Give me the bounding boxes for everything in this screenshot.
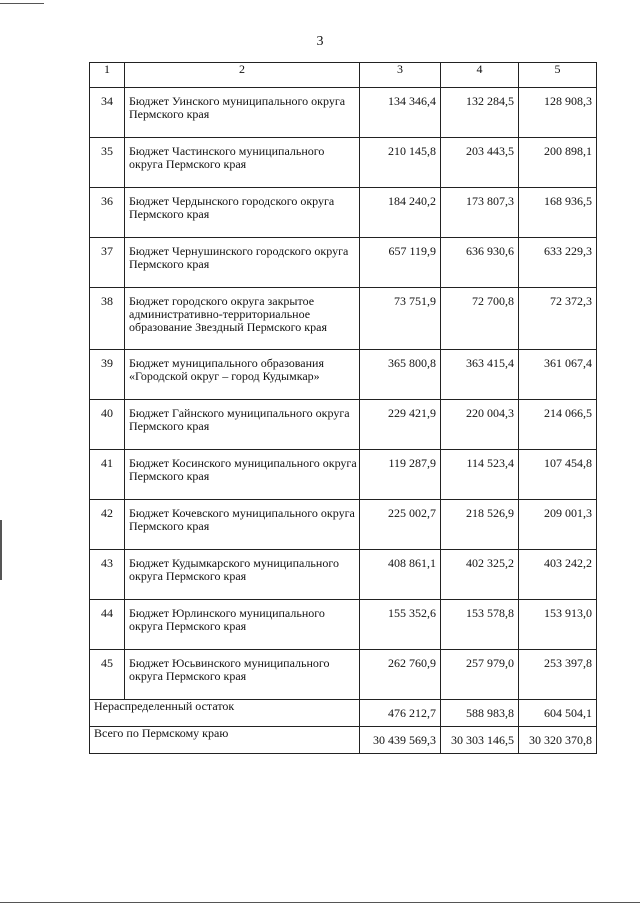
scan-edge-mark — [0, 520, 2, 580]
total-row — [90, 727, 597, 754]
value-col3: 73 751,9 — [360, 288, 441, 350]
row-number: 37 — [90, 238, 125, 288]
value-col5: 72 372,3 — [519, 288, 597, 350]
column-header: 5 — [519, 63, 597, 88]
value-col3: 657 119,9 — [360, 238, 441, 288]
budget-name: Бюджет городского округа закрытое административно-территориальное образование Звездный Пермского края — [125, 288, 360, 350]
value-col5: 361 067,4 — [519, 350, 597, 400]
value-col3: 155 352,6 — [360, 600, 441, 650]
value-col4: 402 325,2 — [441, 550, 519, 600]
budget-name: Бюджет Чернушинского городского округа Пермского края — [125, 238, 360, 288]
table-row — [90, 238, 597, 288]
value-col3: 476 212,7 — [360, 700, 441, 727]
row-number: 42 — [90, 500, 125, 550]
table-row — [90, 600, 597, 650]
column-header: 2 — [125, 63, 360, 88]
row-number: 38 — [90, 288, 125, 350]
value-col5: 604 504,1 — [519, 700, 597, 727]
table-row — [90, 450, 597, 500]
row-number: 39 — [90, 350, 125, 400]
row-number: 41 — [90, 450, 125, 500]
value-col5: 214 066,5 — [519, 400, 597, 450]
page-number: 3 — [316, 34, 324, 49]
total-label: Всего по Пермскому краю — [90, 727, 360, 754]
value-col5: 209 001,3 — [519, 500, 597, 550]
table-row — [90, 400, 597, 450]
value-col4: 173 807,3 — [441, 188, 519, 238]
value-col3: 262 760,9 — [360, 650, 441, 700]
budget-table — [89, 62, 597, 754]
value-col3: 184 240,2 — [360, 188, 441, 238]
row-number: 40 — [90, 400, 125, 450]
value-col5: 633 229,3 — [519, 238, 597, 288]
table-row — [90, 350, 597, 400]
column-header: 4 — [441, 63, 519, 88]
value-col4: 203 443,5 — [441, 138, 519, 188]
value-col3: 210 145,8 — [360, 138, 441, 188]
budget-name: Бюджет Кудымкарского муниципального округа Пермского края — [125, 550, 360, 600]
value-col5: 253 397,8 — [519, 650, 597, 700]
value-col5: 153 913,0 — [519, 600, 597, 650]
row-number: 43 — [90, 550, 125, 600]
budget-name: Бюджет Уинского муниципального округа Пермского края — [125, 88, 360, 138]
value-col5: 200 898,1 — [519, 138, 597, 188]
value-col4: 220 004,3 — [441, 400, 519, 450]
value-col3: 134 346,4 — [360, 88, 441, 138]
scan-edge-mark — [0, 3, 44, 4]
budget-name: Бюджет Кочевского муниципального округа Пермского края — [125, 500, 360, 550]
value-col5: 168 936,5 — [519, 188, 597, 238]
table-row — [90, 650, 597, 700]
row-number: 45 — [90, 650, 125, 700]
value-col4: 30 303 146,5 — [441, 727, 519, 754]
value-col4: 218 526,9 — [441, 500, 519, 550]
row-number: 35 — [90, 138, 125, 188]
row-number: 34 — [90, 88, 125, 138]
value-col5: 403 242,2 — [519, 550, 597, 600]
value-col4: 114 523,4 — [441, 450, 519, 500]
row-number: 44 — [90, 600, 125, 650]
value-col4: 588 983,8 — [441, 700, 519, 727]
table-row — [90, 550, 597, 600]
value-col4: 363 415,4 — [441, 350, 519, 400]
value-col3: 30 439 569,3 — [360, 727, 441, 754]
value-col5: 128 908,3 — [519, 88, 597, 138]
unallocated-row — [90, 700, 597, 727]
value-col3: 408 861,1 — [360, 550, 441, 600]
table-row — [90, 188, 597, 238]
budget-name: Бюджет Частинского муниципального округа Пермского края — [125, 138, 360, 188]
value-col3: 365 800,8 — [360, 350, 441, 400]
budget-name: Бюджет Юрлинского муниципального округа Пермского края — [125, 600, 360, 650]
table-row — [90, 138, 597, 188]
scan-edge-mark — [0, 902, 640, 903]
table-row — [90, 288, 597, 350]
table-header-row — [90, 63, 597, 88]
unallocated-label: Нераспределенный остаток — [90, 700, 360, 727]
table-row — [90, 88, 597, 138]
value-col5: 107 454,8 — [519, 450, 597, 500]
value-col3: 225 002,7 — [360, 500, 441, 550]
value-col3: 229 421,9 — [360, 400, 441, 450]
row-number: 36 — [90, 188, 125, 238]
value-col5: 30 320 370,8 — [519, 727, 597, 754]
value-col4: 132 284,5 — [441, 88, 519, 138]
value-col4: 636 930,6 — [441, 238, 519, 288]
column-header: 1 — [90, 63, 125, 88]
value-col4: 153 578,8 — [441, 600, 519, 650]
table-row — [90, 500, 597, 550]
column-header: 3 — [360, 63, 441, 88]
budget-name: Бюджет Гайнского муниципального округа Пермского края — [125, 400, 360, 450]
budget-name: Бюджет Косинского муниципального округа Пермского края — [125, 450, 360, 500]
value-col4: 257 979,0 — [441, 650, 519, 700]
value-col3: 119 287,9 — [360, 450, 441, 500]
value-col4: 72 700,8 — [441, 288, 519, 350]
budget-name: Бюджет Юсьвинского муниципального округа Пермского края — [125, 650, 360, 700]
budget-name: Бюджет Чердынского городского округа Пермского края — [125, 188, 360, 238]
budget-name: Бюджет муниципального образования «Городской округ – город Кудымкар» — [125, 350, 360, 400]
